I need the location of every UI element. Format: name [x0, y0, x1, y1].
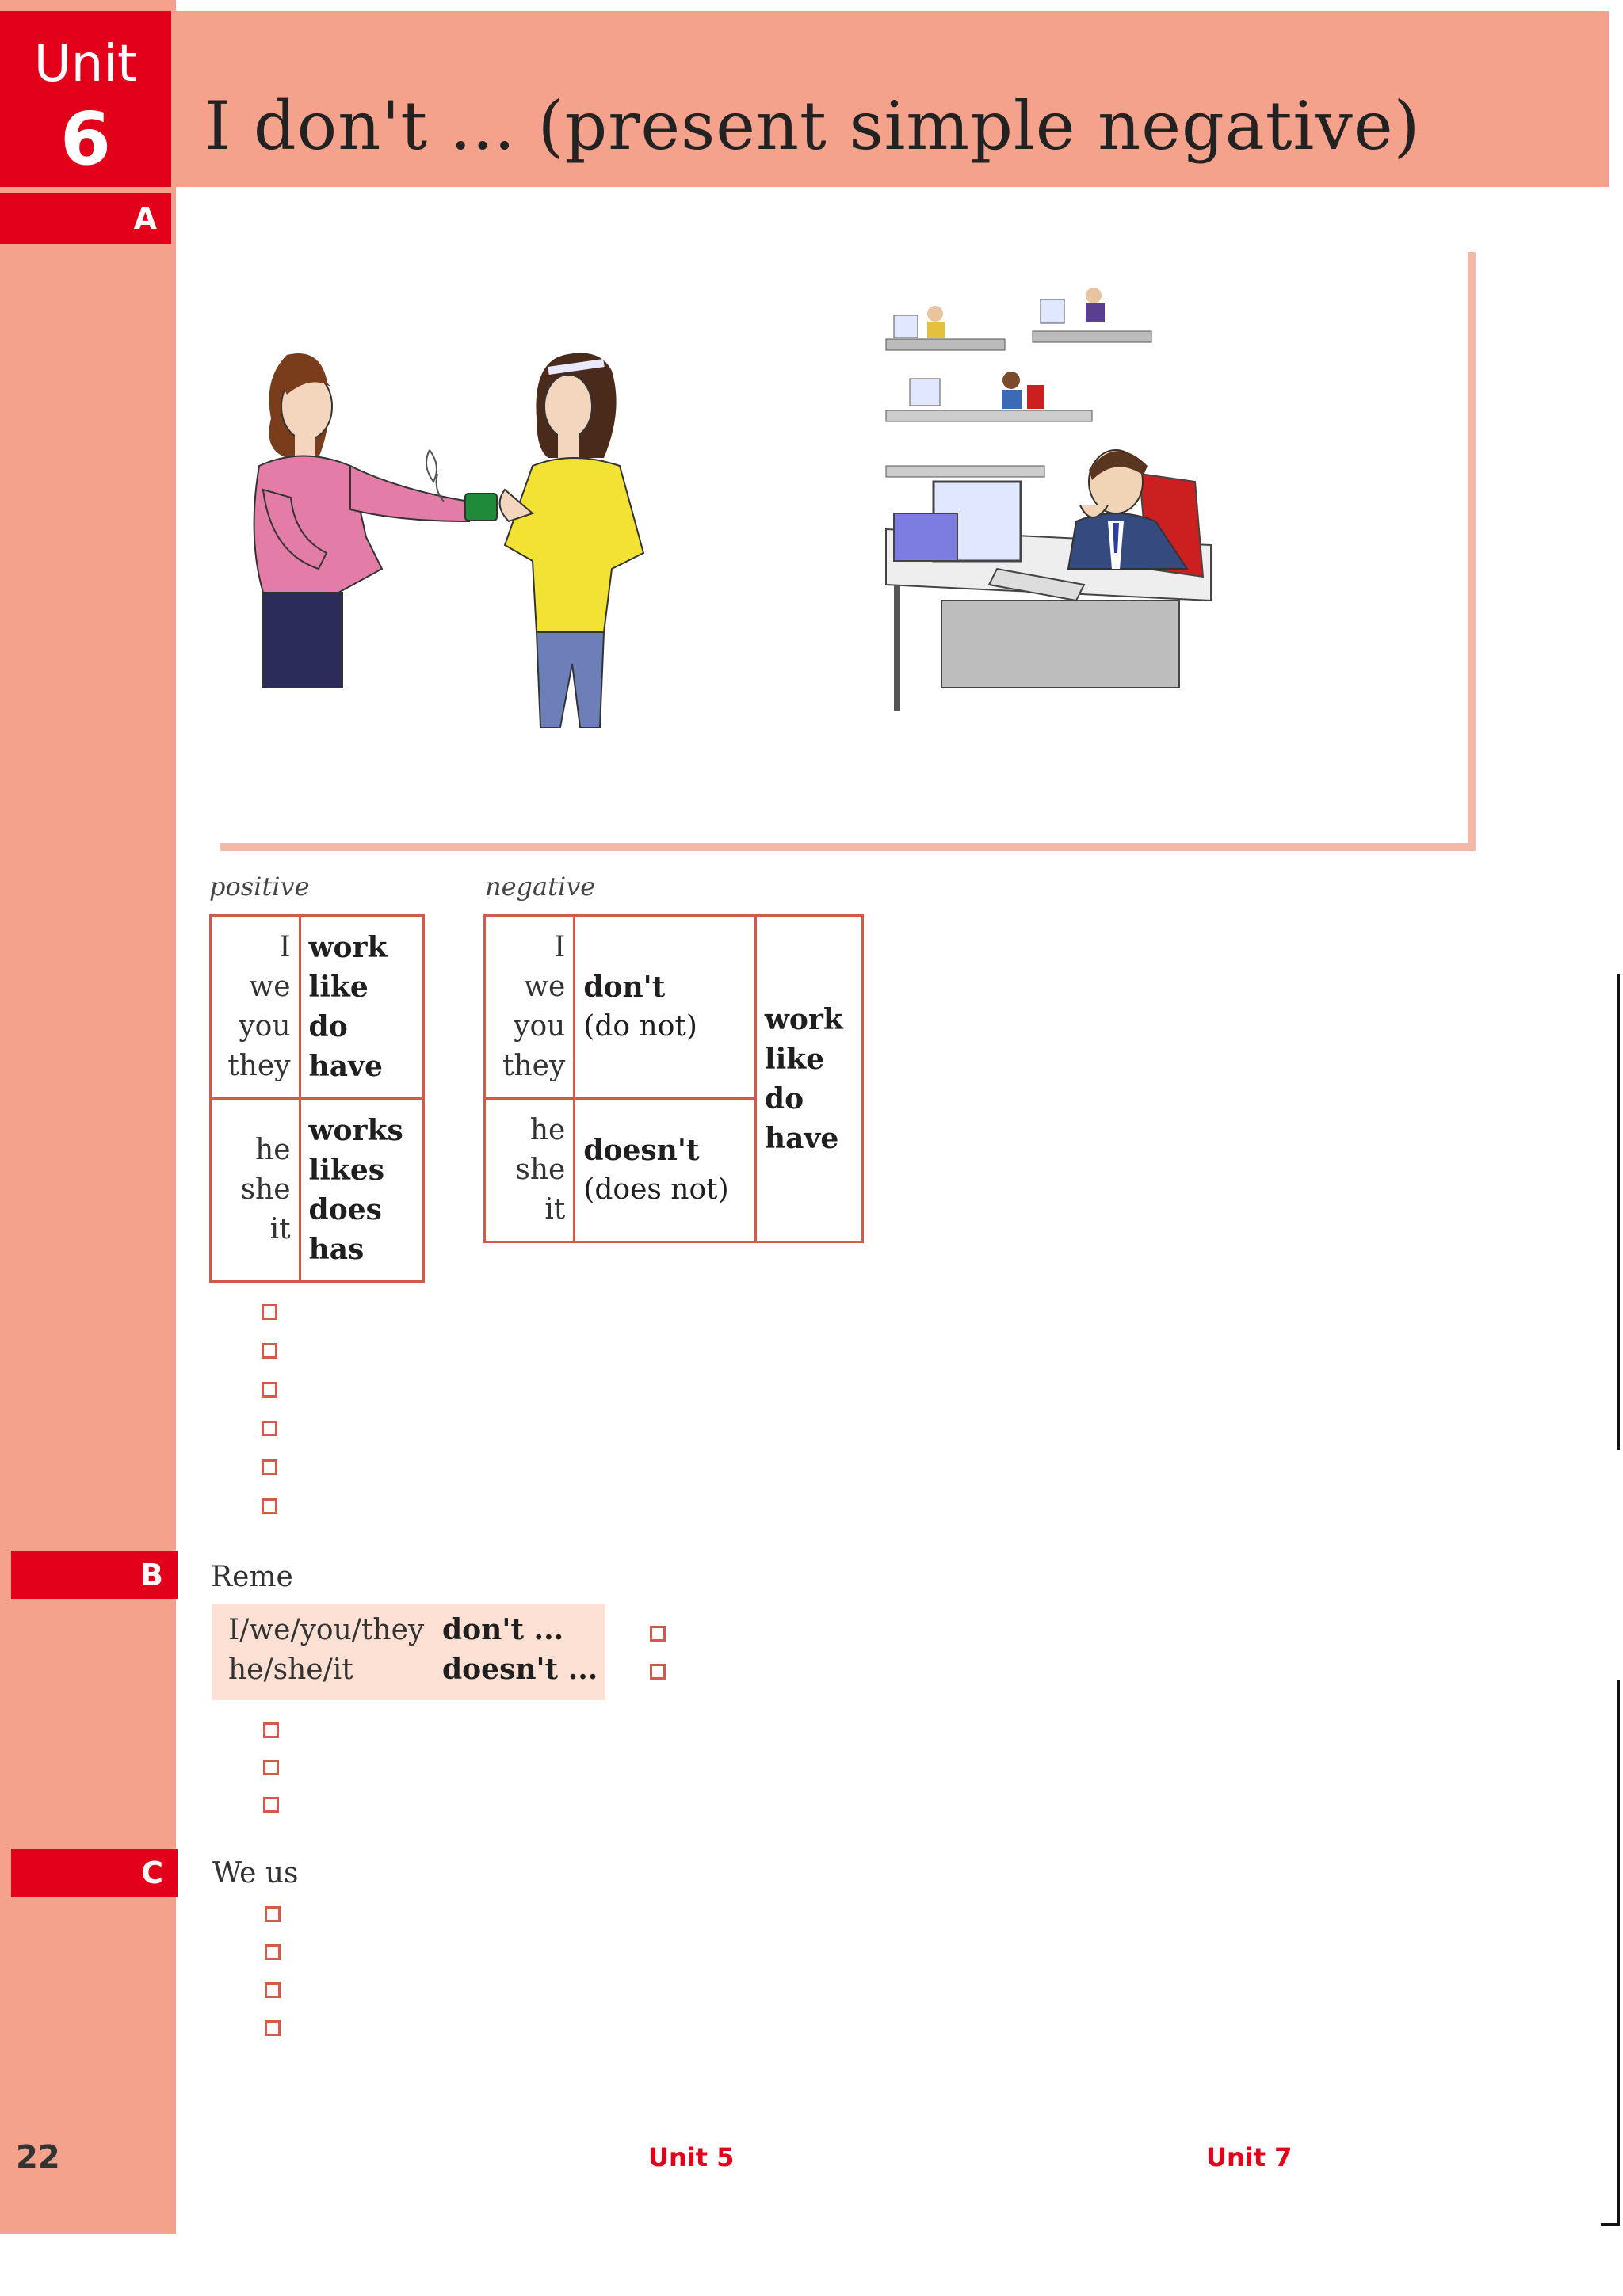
next-unit-link[interactable]: Unit 7 — [1206, 2142, 1293, 2172]
pronoun: it — [269, 1213, 291, 1245]
pronoun: you — [239, 1010, 291, 1043]
table-row — [211, 1099, 424, 1282]
verb: work — [764, 1002, 843, 1036]
pronoun: he — [255, 1134, 291, 1166]
pronoun: he — [529, 1114, 566, 1146]
unit-badge — [0, 11, 171, 187]
auxiliary-full: (do not) — [583, 1010, 697, 1043]
checkbox[interactable] — [650, 1626, 666, 1642]
auxiliary-cell — [575, 916, 756, 1099]
checkbox[interactable] — [650, 1664, 666, 1680]
verb: like — [764, 1042, 825, 1076]
checkbox[interactable] — [262, 1421, 277, 1436]
woman-right-figure — [500, 353, 643, 728]
edge-mark — [1617, 1680, 1620, 2226]
checkbox[interactable] — [262, 1382, 277, 1398]
negative-table-caption: negative — [485, 871, 596, 902]
pronoun: she — [240, 1173, 291, 1206]
remember-pronouns: he/she/it — [228, 1653, 353, 1686]
edge-mark — [1617, 974, 1620, 1450]
checkbox[interactable] — [263, 1722, 279, 1738]
pronoun: they — [502, 1050, 566, 1082]
verb-cell — [300, 916, 423, 1099]
remember-verb: doesn't ... — [442, 1653, 598, 1686]
illustration-panel — [220, 252, 1476, 851]
checkbox[interactable] — [262, 1498, 277, 1514]
edge-mark — [1601, 2223, 1620, 2226]
remember-verb: don't ... — [442, 1613, 564, 1646]
checkbox[interactable] — [265, 1906, 281, 1922]
verb-cell — [755, 916, 862, 1242]
pronoun: I — [279, 931, 291, 963]
checkbox[interactable] — [262, 1459, 277, 1475]
illustration-women-coffee — [231, 331, 707, 775]
auxiliary-full: (does not) — [583, 1173, 729, 1206]
table-row — [485, 916, 863, 1099]
verb: do — [764, 1081, 804, 1116]
pronoun: they — [227, 1050, 291, 1082]
verb: likes — [308, 1154, 385, 1187]
checkbox[interactable] — [262, 1343, 277, 1359]
verb: work — [308, 931, 388, 964]
verb: have — [764, 1121, 839, 1155]
prev-unit-link[interactable]: Unit 5 — [648, 2142, 735, 2172]
section-tab-c: C — [11, 1849, 178, 1897]
pronoun-cell — [211, 916, 300, 1099]
unit-label: Unit — [33, 35, 138, 93]
page-title: I don't ... (present simple negative) — [204, 87, 1421, 165]
negative-table — [483, 914, 864, 1243]
pronoun: I — [554, 931, 566, 963]
checkbox[interactable] — [263, 1760, 279, 1775]
pronoun: we — [249, 971, 291, 1003]
section-tab-b: B — [11, 1551, 178, 1599]
illustration-office-worker — [878, 268, 1227, 735]
pronoun-cell — [211, 1099, 300, 1282]
pronoun-cell — [485, 916, 575, 1099]
positive-table — [209, 914, 425, 1283]
auxiliary: don't — [583, 971, 666, 1004]
unit-number: 6 — [59, 97, 111, 181]
pronoun-cell — [485, 1099, 575, 1242]
woman-left-figure — [254, 353, 497, 688]
section-tab-a: A — [0, 193, 171, 244]
verb: works — [308, 1114, 403, 1147]
verb: have — [308, 1050, 383, 1083]
auxiliary-cell — [575, 1099, 756, 1242]
left-margin-strip — [0, 0, 176, 2234]
page-number: 22 — [16, 2139, 60, 2176]
remember-row — [228, 1613, 563, 1646]
verb: do — [308, 1010, 348, 1043]
checkbox[interactable] — [265, 2020, 281, 2036]
positive-table-caption: positive — [209, 871, 310, 902]
pronoun: you — [514, 1010, 566, 1043]
bored-man — [1068, 450, 1203, 577]
pronoun: she — [515, 1154, 566, 1186]
checkbox[interactable] — [262, 1304, 277, 1320]
table-row — [211, 916, 424, 1099]
verb: like — [308, 971, 369, 1004]
pronoun: we — [524, 971, 566, 1003]
remember-pronouns: I/we/you/they — [228, 1614, 425, 1646]
verb: does — [308, 1193, 382, 1226]
section-b-intro: Reme — [211, 1561, 293, 1593]
checkbox[interactable] — [265, 1944, 281, 1960]
checkbox[interactable] — [263, 1797, 279, 1813]
verb-cell — [300, 1099, 423, 1282]
background-desks — [886, 288, 1151, 477]
auxiliary: doesn't — [583, 1134, 700, 1167]
checkbox[interactable] — [265, 1982, 281, 1998]
remember-row — [228, 1653, 598, 1686]
section-c-intro: We us — [212, 1857, 299, 1890]
pronoun: it — [544, 1193, 566, 1226]
remember-box — [212, 1604, 605, 1700]
verb: has — [308, 1233, 365, 1266]
